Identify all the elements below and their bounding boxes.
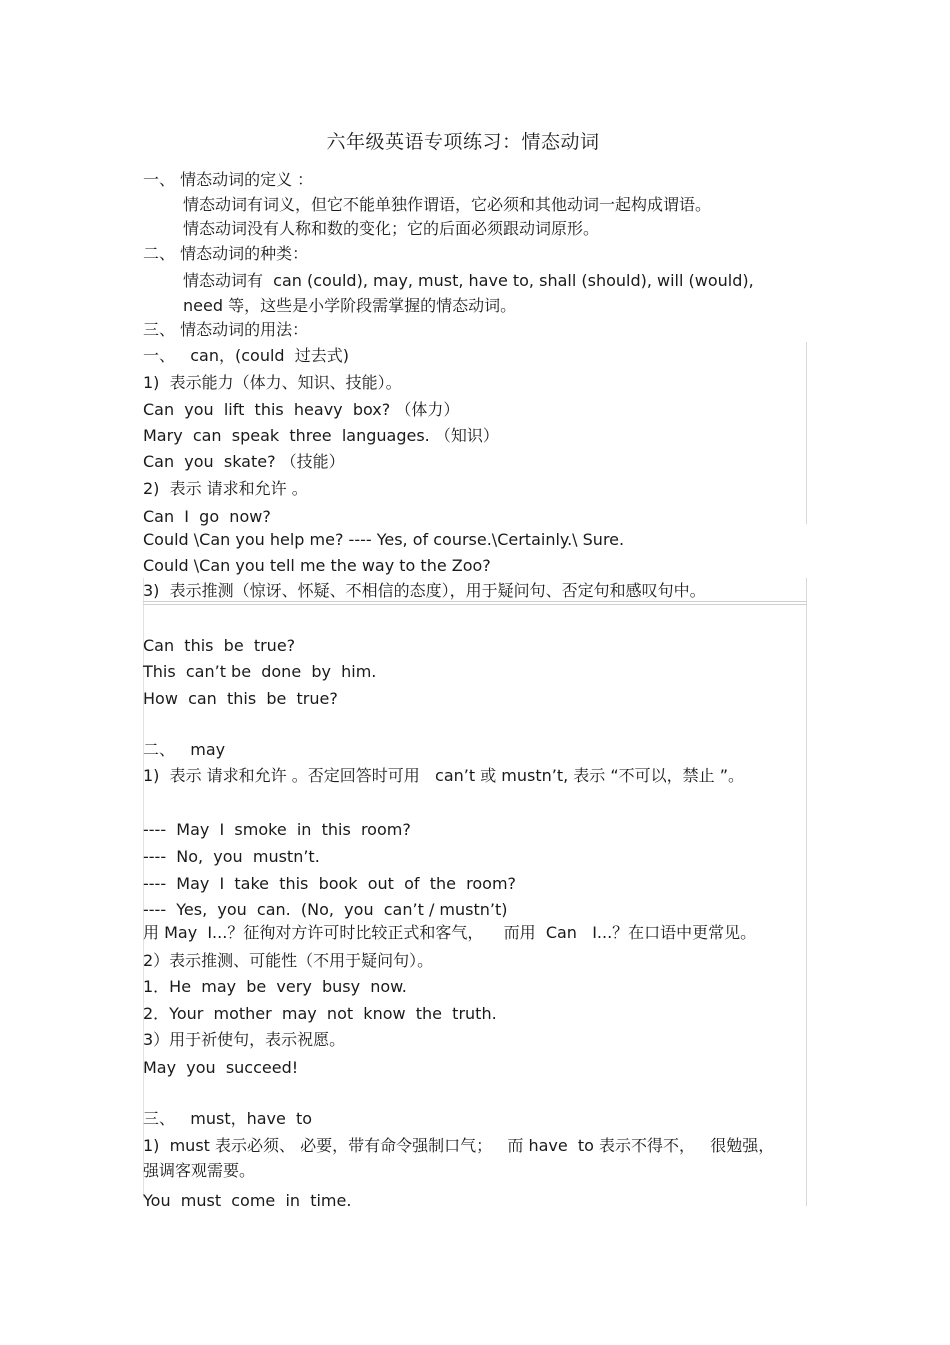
example-sentence: May you succeed! (143, 1058, 299, 1077)
section-heading-usage: 三、 情态动词的用法： (143, 320, 309, 339)
example-sentence: 2．Your mother may not know the truth. (143, 1004, 497, 1023)
paragraph-text: 情态动词没有人称和数的变化；它的后面必须跟动词原形。 (183, 219, 600, 238)
table-divider (143, 604, 807, 605)
example-sentence: Could \Can you help me? ---- Yes, of course.\Certainly.\ Sure. (143, 530, 625, 549)
example-sentence: Mary can speak three languages. （知识） (143, 426, 499, 445)
example-sentence: Can this be true? (143, 636, 296, 655)
section-heading-definition: 一、 情态动词的定义 ： (143, 170, 314, 189)
section-heading-may: 二、 may (143, 740, 226, 759)
rule-text: 1) must 表示必须、 必要，带有命令强制口气； 而 have to 表示不得不， 很勉强， (143, 1136, 775, 1155)
note-text: 用 May I...？征徇对方许可时比较正式和客气， 而用 Can I...？在口语中更常见。 (143, 923, 757, 942)
example-sentence: How can this be true? (143, 689, 338, 708)
example-sentence: Can you lift this heavy box? （体力） (143, 400, 460, 419)
rule-text: 2) 表示 请求和允许 。 (143, 479, 308, 498)
dialogue-line: ---- Yes, you can. (No, you can’t / mustn’t) (143, 900, 508, 919)
section-heading-must: 三、 must，have to (143, 1109, 313, 1128)
example-sentence: 1．He may be very busy now. (143, 977, 407, 996)
paragraph-text: 情态动词有词义，但它不能单独作谓语，它必须和其他动词一起构成谓语。 (183, 195, 712, 214)
table-border-right (806, 578, 807, 1206)
rule-text: 1) 表示能力（体力、知识、技能）。 (143, 373, 402, 392)
section-heading-can: 一、 can，(could 过去式) (143, 346, 349, 365)
dialogue-line: ---- No, you mustn’t. (143, 847, 320, 866)
rule-text: 3) 表示推测（惊讶、怀疑、不相信的态度），用于疑问句、否定句和感叹句中。 (143, 581, 706, 600)
example-sentence: Can I go now? (143, 507, 271, 526)
dialogue-line: ---- May I take this book out of the room? (143, 874, 517, 893)
example-sentence: This can’t be done by him. (143, 662, 377, 681)
rule-text: 2）表示推测、可能性（不用于疑问句）。 (143, 951, 434, 970)
dialogue-line: ---- May I smoke in this room? (143, 820, 411, 839)
table-divider (143, 601, 807, 602)
paragraph-text: 情态动词有 can (could), may, must, have to, shall (should), will (would), (183, 271, 754, 290)
example-sentence: You must come in time. (143, 1191, 352, 1210)
table-border-right (806, 342, 807, 524)
paragraph-text: need 等，这些是小学阶段需掌握的情态动词。 (183, 296, 517, 315)
example-sentence: Could \Can you tell me the way to the Zoo? (143, 556, 491, 575)
example-sentence: Can you skate? （技能） (143, 452, 345, 471)
page-title: 六年级英语专项练习：情态动词 (326, 131, 600, 153)
rule-text: 强调客观需要。 (143, 1161, 256, 1180)
rule-text: 3）用于祈使句，表示祝愿。 (143, 1030, 346, 1049)
rule-text: 1) 表示 请求和允许 。否定回答时可用 can’t 或 mustn’t, 表示 “不可以，禁止 ”。 (143, 766, 745, 785)
section-heading-types: 二、 情态动词的种类： (143, 244, 309, 263)
